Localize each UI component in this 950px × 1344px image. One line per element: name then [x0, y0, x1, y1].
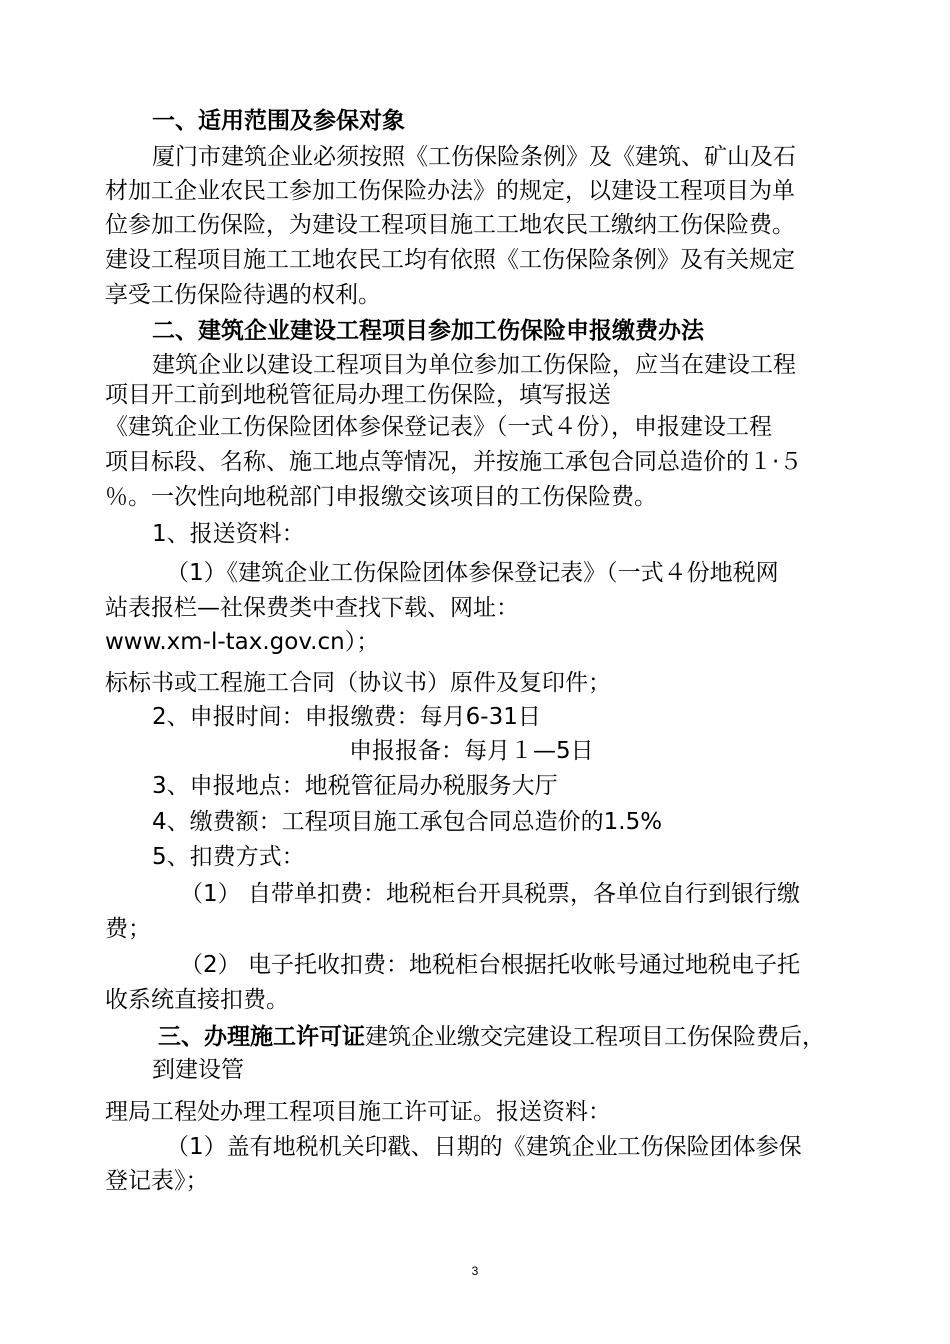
- list-item: 登记表》；: [105, 1168, 209, 1194]
- paragraph-line: 厦门市建筑企业必须按照《工伤保险条例》及《建筑、矿山及石: [152, 144, 796, 170]
- section-3-heading: 三、办理施工许可证: [158, 1024, 365, 1050]
- page-number: 3: [471, 1264, 479, 1278]
- paragraph-line: 材加工企业农民工参加工伤保险办法》的规定，以建设工程项目为单: [105, 178, 795, 204]
- paragraph-line: 项目开工前到地税管征局办理工伤保险，填写报送: [105, 382, 611, 408]
- website-url: www.xm-l-tax.gov.cn）；: [105, 629, 380, 655]
- paragraph-line: 建筑企业以建设工程项目为单位参加工伤保险，应当在建设工程: [152, 352, 796, 378]
- list-item: 站表报栏—社保费类中查找下载、网址：: [105, 595, 519, 621]
- list-item: 标标书或工程施工合同（协议书）原件及复印件；: [105, 670, 611, 696]
- section-3-line: [158, 1022, 825, 1052]
- section-2-heading: 二、建筑企业建设工程项目参加工伤保险申报缴费办法: [152, 318, 704, 344]
- list-item: 申报报备：每月１—5日: [349, 738, 594, 764]
- paragraph-line: 位参加工伤保险，为建设工程项目施工工地农民工缴纳工伤保险费。: [105, 212, 795, 238]
- list-item: （2） 电子托收扣费：地税柜台根据托收帐号通过地税电子托: [180, 952, 800, 978]
- paragraph-line: 理局工程处办理工程项目施工许可证。报送资料：: [105, 1099, 611, 1125]
- list-item: （1） 自带单扣费：地税柜台开具税票，各单位自行到银行缴: [180, 881, 800, 907]
- paragraph-line: 《建筑企业工伤保险团体参保登记表》（一式４份），申报建设工程: [105, 414, 772, 440]
- paragraph-line: 到建设管: [152, 1057, 244, 1083]
- list-item: 收系统直接扣费。: [105, 987, 289, 1013]
- list-item: 1、报送资料：: [152, 521, 305, 547]
- list-item: 2、申报时间：申报缴费：每月6-31日: [152, 704, 541, 730]
- paragraph-line: 享受工伤保险待遇的权利。: [105, 282, 381, 308]
- section-1-heading: 一、适用范围及参保对象: [152, 108, 405, 134]
- list-item: 费；: [105, 916, 151, 942]
- list-item: （1）盖有地税机关印戳、日期的《建筑企业工伤保险团体参保: [166, 1134, 802, 1160]
- paragraph-line: 项目标段、名称、施工地点等情况，并按施工承包合同总造价的１·５: [105, 449, 803, 475]
- list-item: 3、申报地点：地税管征局办税服务大厅: [152, 773, 558, 799]
- list-item: （1）《建筑企业工伤保险团体参保登记表》（一式４份地税网: [166, 560, 779, 586]
- paragraph-line: 建设工程项目施工工地农民工均有依照《工伤保险条例》及有关规定: [105, 247, 795, 273]
- list-item: 5、扣费方式：: [152, 844, 305, 870]
- list-item: 4、缴费额：工程项目施工承包合同总造价的1.5%: [152, 809, 663, 835]
- paragraph-line: ％。一次性向地税部门申报缴交该项目的工伤保险费。: [105, 484, 657, 510]
- section-3-text: 建筑企业缴交完建设工程项目工伤保险费后，: [365, 1024, 825, 1050]
